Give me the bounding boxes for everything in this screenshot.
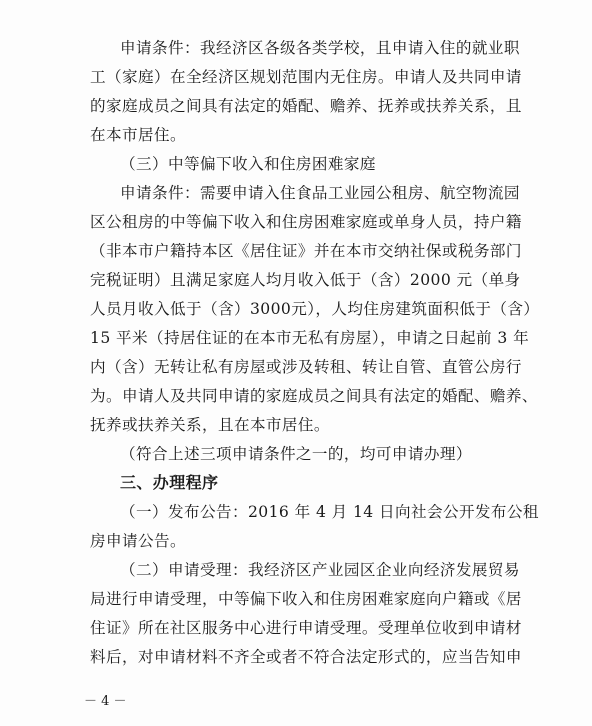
paragraph-line: （非本市户籍持本区《居住证》并在本市交纳社保或税务部门 [90,242,522,260]
paragraph-line: 局进行申请受理，中等偏下收入和住房困难家庭向户籍或《居 [90,590,522,608]
paragraph-line: （一）发布公告：2016 年 4 月 14 日向社会公开发布公租 [120,503,539,521]
paragraph-line: 15 平米（持居住证的在本市无私有房屋），申请之日起前 3 年 [90,329,530,347]
paragraph-line: 申请条件：我经济区各级各类学校，且申请入住的就业职 [120,39,520,57]
paragraph-line: 住证》所在社区服务中心进行申请受理。受理单位收到申请材 [90,619,522,637]
paragraph-line: 的家庭成员之间具有法定的婚配、赡养、抚养或扶养关系，且 [90,97,522,115]
paragraph-line: 完税证明）且满足家庭人均月收入低于（含）2000 元（单身 [90,271,521,289]
paragraph-line: 内（含）无转让私有房屋或涉及转租、转让自管、直管公房行 [90,358,522,376]
paragraph-line: 抚养或扶养关系，且在本市居住。 [90,416,330,434]
paragraph-line: 区公租房的中等偏下收入和住房困难家庭或单身人员，持户籍 [90,213,522,231]
paragraph-line: 料后，对申请材料不齐全或者不符合法定形式的，应当告知申 [90,648,522,666]
paragraph-line: （二）申请受理：我经济区产业园区企业向经济发展贸易 [120,561,520,579]
paragraph-line: 为。申请人及共同申请的家庭成员之间具有法定的婚配、赡养、 [90,387,538,405]
paragraph-line: 人员月收入低于（含）3000元），人均住房建筑面积低于（含） [90,300,540,318]
note-line: （符合上述三项申请条件之一的，均可申请办理） [120,445,472,463]
page-number: － 4 － [84,694,127,709]
paragraph-line: 在本市居住。 [90,126,186,144]
paragraph-line: 工（家庭）在全经济区规划范围内无住房。申请人及共同申请 [90,68,522,86]
paragraph-line: 房申请公告。 [90,532,186,550]
section-subheading: （三）中等偏下收入和住房困难家庭 [120,155,376,173]
section-heading: 三、办理程序 [120,473,219,492]
paragraph-line: 申请条件：需要申请入住食品工业园公租房、航空物流园 [120,184,520,202]
